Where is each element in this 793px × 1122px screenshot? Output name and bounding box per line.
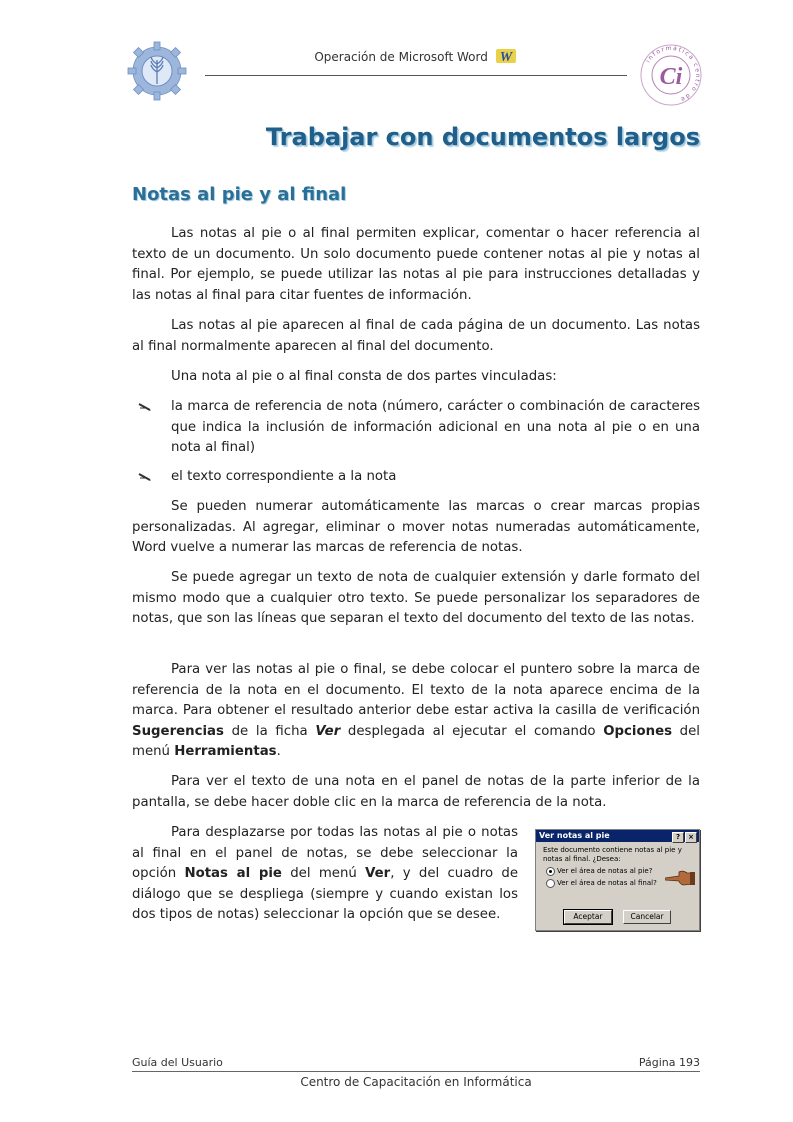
paragraph-4: Se pueden numerar automáticamente las marcas o crear marcas propias personalizadas. Al agregar, eliminar o mover notas numeradas automáticamente, Word vuelve a numerar las marcas de referencia de notas. bbox=[132, 499, 700, 555]
svg-text:informática centro de: informática centro de bbox=[644, 44, 702, 104]
svg-text:Ci: Ci bbox=[659, 64, 683, 90]
pen-writing-icon bbox=[138, 472, 152, 482]
dialog-title-bar: Ver notas al pie ? × bbox=[536, 830, 699, 842]
header-title: Operación de Microsoft Word W bbox=[205, 49, 625, 64]
header-rule bbox=[205, 75, 627, 76]
help-button[interactable]: ? bbox=[672, 832, 684, 843]
paragraph-7: Para ver el texto de una nota en el panel de notas de la parte inferior de la pantalla, se debe hacer doble clic en la marca de referencia de la nota. bbox=[132, 774, 700, 810]
radio-selected-icon bbox=[546, 867, 555, 876]
pointing-hand-icon bbox=[665, 868, 695, 888]
list-item: el texto correspondiente a la nota bbox=[132, 467, 700, 488]
footer-page-number: Página 193 bbox=[638, 1056, 700, 1069]
word-w-icon bbox=[496, 49, 516, 63]
university-gear-logo-icon bbox=[126, 40, 188, 102]
informatica-center-logo-icon bbox=[638, 42, 704, 108]
section-title: Notas al pie y al final bbox=[132, 184, 347, 205]
paragraph-5: Se puede agregar un texto de nota de cualquier extensión y darle formato del mismo modo que a cualquier otro texto. Se puede personalizar los separadores de notas, que son las líneas que separan el texto del documento del texto de las notas. bbox=[132, 570, 700, 626]
dialog-actions bbox=[536, 904, 699, 924]
pen-writing-icon bbox=[138, 402, 152, 412]
option-footnotes-radio[interactable]: Ver el área de notas al pie? bbox=[546, 867, 699, 876]
paragraph-6: Para ver las notas al pie o final, se debe colocar el puntero sobre la marca de referencia de la nota en el documento. El texto de la nota aparece encima de la marca. Para obtener el resultado anterior debe estar activa la casilla de verificación Sugerencias de la ficha Ver desplegada al ejecutar el comando Opciones del menú Herramientas. bbox=[132, 662, 700, 759]
bullet-list bbox=[132, 397, 700, 495]
footer-center-title: Centro de Capacitación en Informática bbox=[300, 1075, 532, 1089]
option-endnotes-radio[interactable]: Ver el área de notas al final? bbox=[546, 879, 699, 888]
footer-rule bbox=[132, 1071, 700, 1072]
paragraph-3: Una nota al pie o al final consta de dos partes vinculadas: bbox=[171, 369, 557, 384]
svg-text:W: W bbox=[499, 50, 512, 63]
close-button[interactable]: × bbox=[685, 832, 697, 843]
paragraph-2: Las notas al pie aparecen al final de cada página de un documento. Las notas al final normalmente aparecen al final del documento. bbox=[132, 318, 700, 354]
list-item: la marca de referencia de nota (número, carácter o combinación de caracteres que indica la inclusión de información adicional en una nota al pie o en una nota al final) bbox=[132, 397, 700, 459]
paragraph-1: Las notas al pie o al final permiten explicar, comentar o hacer referencia al texto de un documento. Un solo documento puede contener notas al pie y notas al final. Por ejemplo, se puede utilizar las notas al pie para instrucciones detalladas y las notas al final para citar fuentes de información. bbox=[132, 226, 700, 303]
dialog-message: Este documento contiene notas al pie y notas al final. ¿Desea: bbox=[543, 846, 682, 863]
cancel-button[interactable]: Cancelar bbox=[623, 910, 671, 924]
radio-unselected-icon bbox=[546, 879, 555, 888]
footer-guide-label: Guía del Usuario bbox=[132, 1056, 223, 1069]
document-title: Trabajar con documentos largos bbox=[265, 123, 700, 151]
paragraph-8: Para desplazarse por todas las notas al pie o notas al final en el panel de notas, se debe seleccionar la opción Notas al pie del menú Ver, y del cuadro de diálogo que se despliega (siempre y cuando existan los dos tipos de notas) seleccionar la opción que se desee. bbox=[132, 825, 519, 922]
ver-notas-dialog bbox=[535, 829, 700, 931]
accept-button[interactable]: Aceptar bbox=[564, 910, 612, 924]
